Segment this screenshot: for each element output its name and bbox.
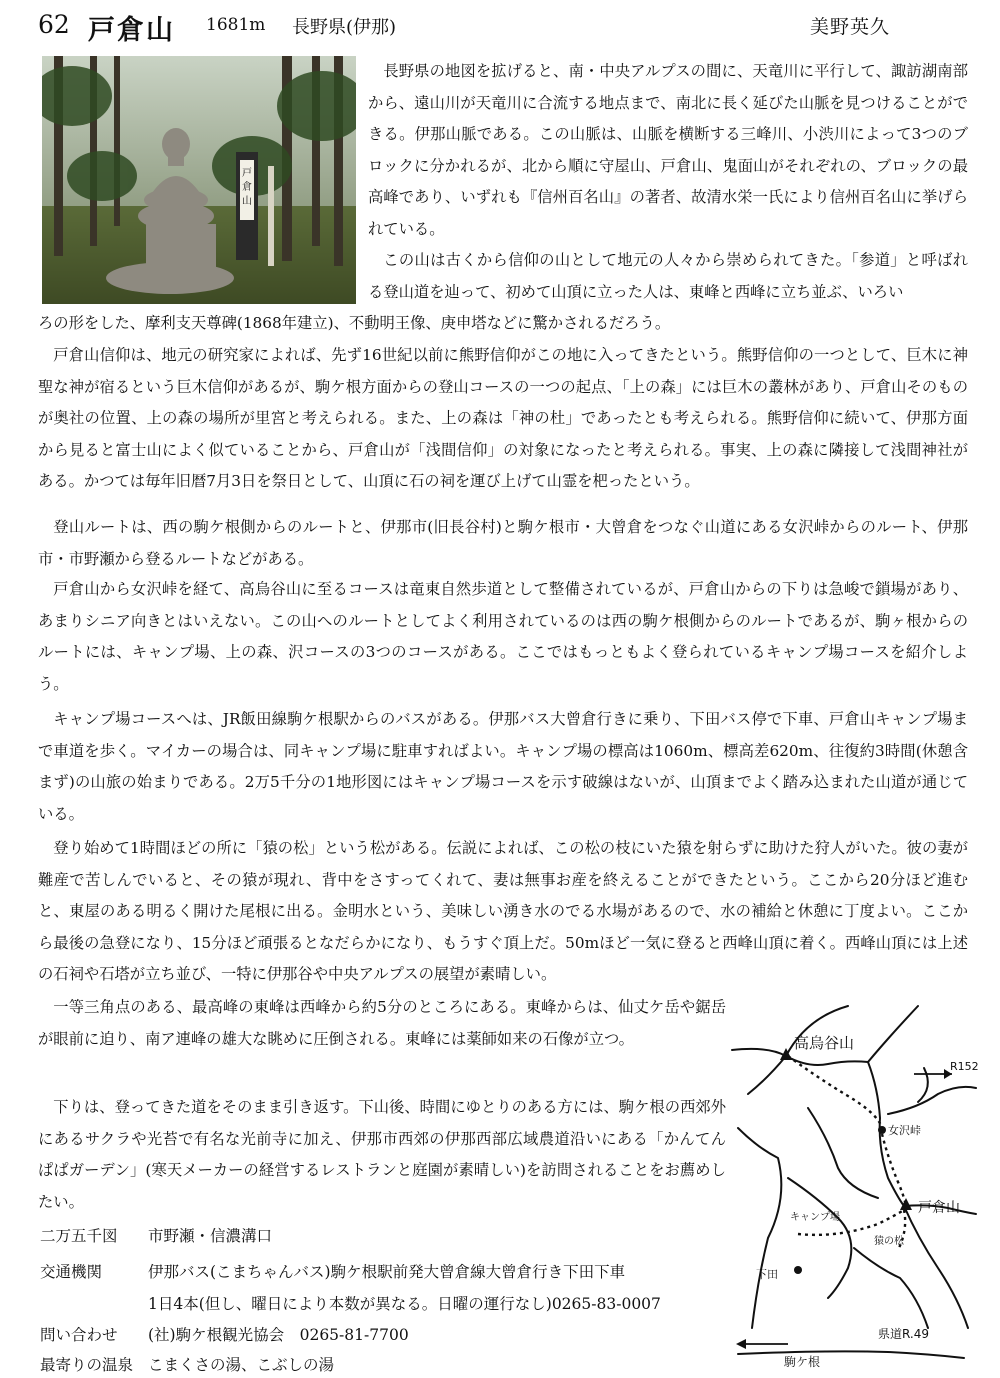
info-transport-value-2: 1日4本(但し、曜日により本数が異なる。日曜の運行なし)0265-83-0007 <box>148 1295 661 1313</box>
info-contact <box>40 1325 409 1345</box>
info-map <box>40 1226 272 1246</box>
info-onsen-label: 最寄りの温泉 <box>40 1356 134 1374</box>
paragraph-intro: 長野県の地図を拡げると、南・中央アルプスの間に、天竜川に平行して、諏訪湖南部から、遠山川が天竜川に合流する地点まで、南北に長く延びた山脈を見つけることができる。伊那山脈である。この山脈は、山脈を横断する三峰川、小渋川によって3つのブロックに分かれるが、北から順に守屋山、戸倉山、鬼面山がそれぞれの、ブロックの最高峰であり、いずれも『信州百名山』の著者、故清水栄一氏により信州百名山に挙げられている。 <box>368 62 968 238</box>
map-label-camp: キャンプ場 <box>790 1212 840 1223</box>
signpost-text-2: 倉 <box>242 182 252 193</box>
map-label-r49: 県道R.49 <box>878 1327 929 1341</box>
paragraph-faith-1: この山は古くから信仰の山として地元の人々から崇められてきた。「参道」と呼ばれる登山道を辿って、初めて山頂に立った人は、東峰と西峰に立ち並ぶ、いろい <box>368 251 968 301</box>
info-map-value: 市野瀬・信濃溝口 <box>148 1227 273 1245</box>
signpost-text-3: 山 <box>242 196 252 207</box>
map-label-shimoda: 下田 <box>756 1268 778 1281</box>
paragraph-history: 戸倉山信仰は、地元の研究家によれば、先ず16世紀以前に熊野信仰がこの地に入ってきたという。熊野信仰の一つとして、巨木に神聖な神が宿るという巨木信仰があるが、駒ケ根方面からの登山コースの一つの起点、「上の森」には巨木の叢林があり、戸倉山そのものが奥社の位置、上の森の場所が里宮と考えられる。また、上の森は「神の杜」であったとも考えられる。熊野信仰に続いて、伊那方面から見ると富士山によく似ていることから、戸倉山が「浅間信仰」の対象になったと考えられる。事実、上の森に隣接して浅間神社がある。かつては毎年旧暦7月3日を祭日として、山頂に石の祠を運び上げて山霊を杷ったという。 <box>38 346 968 490</box>
map-label-r152: R152 <box>950 1060 979 1073</box>
author-name: 美野英久 <box>810 16 891 38</box>
mountain-prefecture: 長野県(伊那) <box>292 17 397 38</box>
info-transport-2 <box>148 1294 661 1314</box>
info-transport-label: 交通機関 <box>40 1263 103 1281</box>
info-transport <box>40 1262 625 1282</box>
article-header <box>38 8 968 46</box>
info-contact-value: (社)駒ケ根観光協会 0265-81-7700 <box>148 1326 409 1344</box>
map-label-tokura: 戸倉山 <box>918 1200 960 1216</box>
signpost-text-1: 戸 <box>242 168 252 179</box>
info-contact-label: 問い合わせ <box>40 1326 118 1344</box>
map-label-komagane: 駒ケ根 <box>784 1355 821 1369</box>
mountain-name: 戸倉山 <box>88 15 175 46</box>
article-number: 62 <box>38 10 70 39</box>
paragraph-faith-2: ろの形をした、摩利支天尊碑(1868年建立)、不動明王像、庚申塔などに驚かされるだろう。 <box>38 314 671 332</box>
paragraph-courses: 戸倉山から女沢峠を経て、高烏谷山に至るコースは竜東自然歩道として整備されているが、戸倉山からの下りは急峻で鎖場があり、あまりシニア向きとはいえない。この山へのルートとしてよく利用されているのは西の駒ケ根側からのルートであるが、駒ヶ根からのルートには、キャンプ場、上の森、沢コースの3つのコースがある。ここではもっともよく登られているキャンプ場コースを紹介しよう。 <box>38 580 968 693</box>
paragraph-descent: 下りは、登ってきた道をそのまま引き返す。下山後、時間にゆとりのある方には、駒ケ根の西郊外にあるサクラや光苔で有名な光前寺に加え、伊那市西郊の伊那西部広域農道沿いにある「かんてんぱぱガーデン」(寒天メーカーの経営するレストランと庭園が素晴しい)を訪問されることをお薦めしたい。 <box>38 1098 726 1211</box>
route-map <box>728 998 980 1372</box>
mountain-elevation: 1681m <box>206 15 266 35</box>
paragraph-routes: 登山ルートは、西の駒ケ根側からのルートと、伊那市(旧長谷村)と駒ケ根市・大曾倉をつなぐ山道にある女沢峠からのルート、伊那市・市野瀬から登るルートなどがある。 <box>38 518 968 568</box>
map-label-saru-matsu: 猿の松 <box>874 1236 904 1247</box>
map-label-takazuya: 高烏谷山 <box>794 1034 855 1052</box>
paragraph-east-peak: 一等三角点のある、最高峰の東峰は西峰から約5分のところにある。東峰からは、仙丈ケ岳や鋸岳が眼前に迫り、南ア連峰の雄大な眺めに圧倒される。東峰には薬師如来の石像が立つ。 <box>38 998 726 1048</box>
info-onsen-value: こまくさの湯、こぶしの湯 <box>148 1356 335 1374</box>
paragraph-climb: 登り始めて1時間ほどの所に「猿の松」という松がある。伝説によれば、この松の枝にいた猿を射らずに助けた狩人がいた。彼の妻が難産で苦しんでいると、その猿が現れ、背中をさすってくれて、妻は無事お産を終えることができたという。ここから20分ほど進むと、東屋のある明るく開けた尾根に出る。金明水という、美味しい湧き水のでる水場があるので、水の補給と休憩に丁度よい。ここから最後の急登になり、15分ほど頑張るとなだらかになり、もうすぐ頂上だ。50mほど一気に登ると西峰山頂に着く。西峰山頂には上述の石祠や石塔が立ち並び、一特に伊那谷や中央アルプスの展望が素晴しい。 <box>38 839 968 983</box>
paragraph-access: キャンプ場コースへは、JR飯田線駒ケ根駅からのバスがある。伊那バス大曾倉行きに乗り、下田バス停で下車、戸倉山キャンプ場まで車道を歩く。マイカーの場合は、同キャンプ場に駐車すればよい。キャンプ場の標高は1060m、標高差620m、往復約3時間(休憩含まず)の山旅の始まりである。2万5千分の1地形図にはキャンプ場コースを示す破線はないが、山頂までよく踏み込まれた山道が通じている。 <box>38 710 968 823</box>
info-onsen <box>40 1355 334 1375</box>
info-transport-value: 伊那バス(こまちゃんバス)駒ケ根駅前発大曾倉線大曾倉行き下田下車 <box>148 1263 626 1281</box>
info-map-label: 二万五千図 <box>40 1227 118 1245</box>
summit-photo <box>42 56 356 304</box>
map-label-onnazawa: 女沢峠 <box>888 1124 921 1137</box>
